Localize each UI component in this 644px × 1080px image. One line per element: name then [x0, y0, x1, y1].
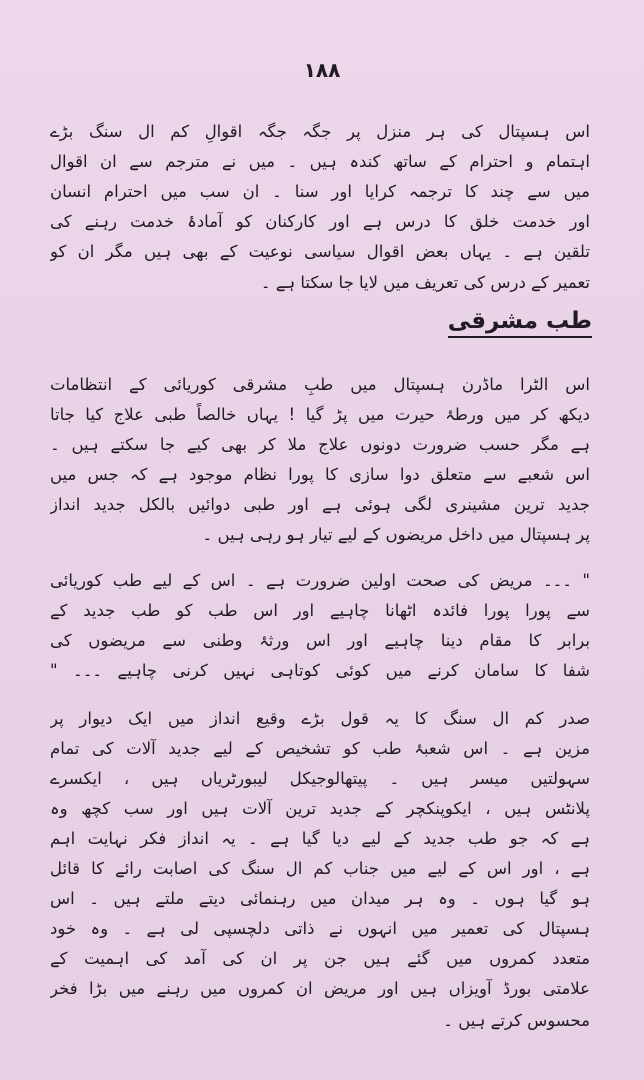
page-number: ١٨٨ — [303, 58, 341, 82]
text-line: دیکھ کر میں ورطۂ حیرت میں پڑ گیا ! یہاں خالصاً طبی علاج کیا جاتا — [50, 405, 590, 424]
text-line: تلقین ہے ۔ یہاں بعض اقوال سیاسی نوعیت کے بھی ہیں مگر ان کو — [50, 242, 590, 261]
text-line: جدید ترین مشینری لگی ہوئی ہے اور طبی دوائیں بالکل جدید انداز — [50, 495, 590, 514]
text-line: ہو گیا ہوں ۔ وہ ہر میدان میں رہنمائی دیتے ملتے ہیں ۔ اس — [50, 889, 590, 908]
text-line: اس الٹرا ماڈرن ہسپتال میں طبِ مشرقی کوریائی کے انتظامات — [50, 375, 590, 394]
text-line: ہے مگر حسب ضرورت دونوں علاج ملا کر بھی کیے جا سکتے ہیں ۔ — [50, 435, 590, 454]
text-line: ہسپتال کی تعمیر میں انہوں نے ذاتی دلچسپی لی ہے ۔ وہ خود — [50, 919, 590, 938]
text-line: اہتمام و احترام کے ساتھ کندہ ہیں ۔ میں نے مترجم سے ان اقوال — [50, 152, 590, 171]
text-line: علامتی بورڈ آویزاں ہیں اور مریض ان کمروں میں رہنے میں بڑا فخر — [50, 979, 590, 998]
text-line: اس ہسپتال کی ہر منزل پر جگہ جگہ اقوالِ کم ال سنگ بڑے — [50, 122, 590, 141]
quote-line: " ۔۔۔ مریض کی صحت اولین ضرورت ہے ۔ اس کے لیے طب کوریائی — [50, 571, 590, 590]
text-line: ہے ، اور اس کے لیے میں جناب کم ال سنگ کی اصابت رائے کا قائل — [50, 859, 590, 878]
quote-line: سے پورا پورا فائدہ اٹھانا چاہیے اور اس طب کو طب جدید کے — [50, 601, 590, 620]
text-line: اس شعبے سے متعلق دوا سازی کا پورا نظام موجود ہے کہ جس میں — [50, 465, 590, 484]
quote-line: شفا کا سامان کرنے میں کوئی کوتاہی نہیں کرنی چاہیے ۔۔۔ " — [50, 661, 590, 680]
section-heading: طب مشرقی — [448, 308, 592, 338]
text-line: مزین ہے ۔ اس شعبۂ طب کو تشخیص کے لیے جدید آلات کی تمام — [50, 739, 590, 758]
text-line: سہولتیں میسر ہیں ۔ پیتھالوجیکل لیبورٹریاں ہیں ، ایکسرے — [50, 769, 590, 788]
text-line: محسوس کرتے ہیں ۔ — [443, 1011, 590, 1030]
text-line: پلانٹس ہیں ، ایکوپنکچر کے جدید ترین آلات ہیں اور سب کچھ وہ — [50, 799, 590, 818]
text-line: متعدد کمروں میں گئے ہیں جن پر ان کی آمد کی اہمیت کے — [50, 949, 590, 968]
text-line: تعمیر کے درس کی تعریف میں لایا جا سکتا ہے ۔ — [260, 273, 590, 292]
quote-line: برابر کا مقام دینا چاہیے اور اس ورثۂ وطنی سے مریضوں کی — [50, 631, 590, 650]
text-line: پر ہسپتال میں داخل مریضوں کے لیے تیار ہو رہی ہیں ۔ — [202, 525, 590, 544]
text-line: میں سے چند کا ترجمہ کرایا اور سنا ۔ ان سب میں احترام انسان — [50, 182, 590, 201]
text-line: صدر کم ال سنگ کا یہ قول بڑے وقیع انداز میں ایک دیوار پر — [50, 709, 590, 728]
text-line: اور خدمت خلق کا درس ہے اور کارکنان کو آمادۂ خدمت رہنے کی — [50, 212, 590, 231]
text-line: ہے کہ جو طب جدید کے لیے دیا گیا ہے ۔ یہ انداز فکر نہایت اہم — [50, 829, 590, 848]
